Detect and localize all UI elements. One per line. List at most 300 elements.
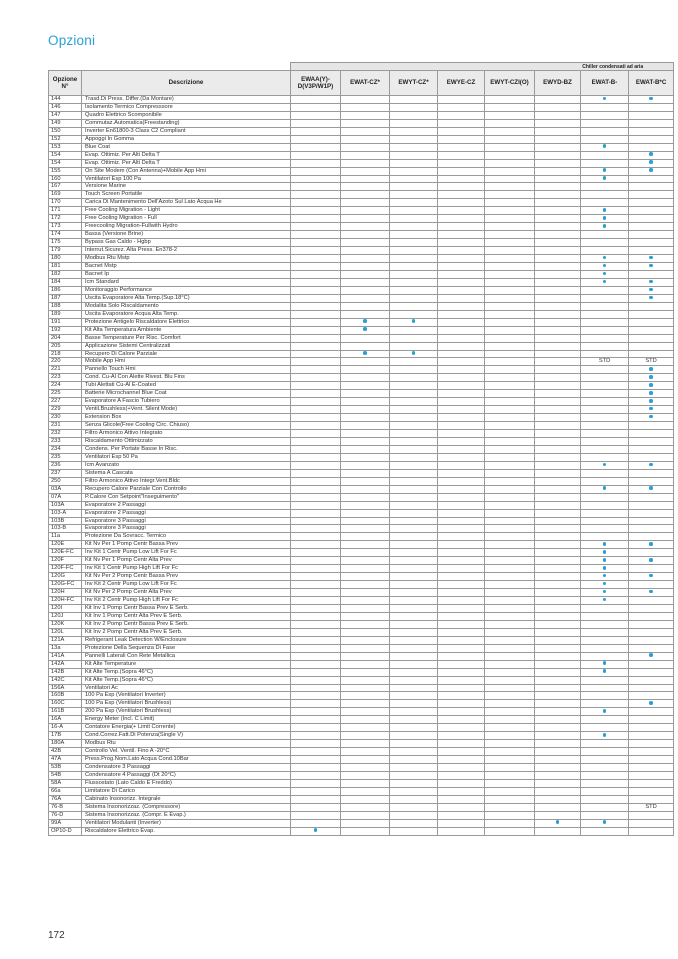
availability-cell	[341, 620, 390, 628]
availability-cell	[341, 135, 390, 143]
availability-cell	[581, 286, 629, 294]
availability-cell	[390, 239, 438, 247]
availability-cell	[485, 310, 535, 318]
table-row	[49, 167, 674, 175]
availability-cell	[438, 135, 485, 143]
availability-cell	[581, 581, 629, 589]
availability-cell	[438, 263, 485, 271]
column-header-model: EWAT-B*C	[629, 71, 674, 96]
availability-cell	[535, 135, 581, 143]
availability-cell	[581, 159, 629, 167]
availability-cell	[535, 756, 581, 764]
available-dot-icon	[603, 566, 607, 570]
availability-cell	[390, 461, 438, 469]
available-dot-icon	[603, 574, 607, 578]
availability-cell	[341, 111, 390, 119]
availability-cell	[438, 103, 485, 111]
availability-cell	[390, 628, 438, 636]
availability-cell	[390, 652, 438, 660]
table-row	[49, 684, 674, 692]
availability-cell	[485, 453, 535, 461]
availability-cell	[485, 597, 535, 605]
availability-cell	[581, 732, 629, 740]
availability-cell	[341, 358, 390, 366]
availability-cell	[629, 111, 674, 119]
option-code: 172	[49, 215, 82, 223]
available-dot-icon	[603, 661, 607, 665]
table-row	[49, 772, 674, 780]
option-description: Pannello Touch Hmi	[82, 366, 291, 374]
availability-cell	[535, 533, 581, 541]
availability-cell	[581, 366, 629, 374]
available-dot-icon	[603, 280, 607, 284]
availability-cell	[535, 724, 581, 732]
availability-cell	[581, 676, 629, 684]
table-row	[49, 398, 674, 406]
availability-cell	[485, 708, 535, 716]
availability-cell	[629, 437, 674, 445]
table-row	[49, 628, 674, 636]
available-dot-icon	[649, 463, 653, 467]
option-description: Cabinato Insonorizz. Integrale	[82, 795, 291, 803]
option-description: Uscita Evaporatore Acqua Alta Temp.	[82, 310, 291, 318]
available-dot-icon	[603, 709, 607, 713]
option-code: 231	[49, 422, 82, 430]
option-code: 232	[49, 430, 82, 438]
availability-cell	[629, 652, 674, 660]
option-code: 17B	[49, 732, 82, 740]
availability-cell	[341, 628, 390, 636]
availability-cell	[485, 652, 535, 660]
availability-cell	[438, 493, 485, 501]
availability-cell	[535, 803, 581, 811]
availability-cell	[291, 477, 341, 485]
option-code: 150	[49, 127, 82, 135]
availability-cell	[341, 398, 390, 406]
column-header-model: EWAA(Y)-D(V3P/W1P)	[291, 71, 341, 96]
option-code: 204	[49, 334, 82, 342]
availability-cell	[581, 764, 629, 772]
availability-cell	[341, 255, 390, 263]
availability-cell	[438, 581, 485, 589]
availability-cell	[291, 700, 341, 708]
availability-cell	[535, 199, 581, 207]
available-dot-icon	[649, 701, 653, 705]
availability-cell	[438, 111, 485, 119]
availability-cell	[485, 270, 535, 278]
availability-cell	[485, 819, 535, 827]
availability-cell	[291, 207, 341, 215]
availability-cell	[629, 700, 674, 708]
available-dot-icon	[556, 820, 560, 824]
availability-cell	[291, 557, 341, 565]
available-dot-icon	[649, 160, 653, 164]
availability-cell	[438, 748, 485, 756]
availability-cell	[581, 469, 629, 477]
table-row	[49, 111, 674, 119]
availability-cell	[438, 159, 485, 167]
availability-cell	[390, 493, 438, 501]
availability-cell	[581, 668, 629, 676]
table-row	[49, 151, 674, 159]
option-description: Condensatore 3 Passaggi	[82, 764, 291, 772]
availability-cell	[581, 740, 629, 748]
availability-cell	[341, 461, 390, 469]
option-code: 160B	[49, 692, 82, 700]
option-description: Isolamento Termico Compresssore	[82, 103, 291, 111]
table-row	[49, 318, 674, 326]
availability-cell	[390, 795, 438, 803]
option-code: 154	[49, 151, 82, 159]
availability-cell	[390, 159, 438, 167]
availability-cell	[438, 597, 485, 605]
table-row	[49, 795, 674, 803]
availability-cell	[629, 772, 674, 780]
availability-cell	[390, 135, 438, 143]
availability-cell	[629, 199, 674, 207]
option-code: 120L	[49, 628, 82, 636]
availability-cell	[629, 803, 674, 811]
availability-cell	[390, 294, 438, 302]
availability-cell	[438, 422, 485, 430]
available-dot-icon	[603, 733, 607, 737]
availability-cell	[629, 151, 674, 159]
availability-cell	[438, 326, 485, 334]
availability-cell	[581, 549, 629, 557]
option-code: 180	[49, 255, 82, 263]
availability-cell	[341, 811, 390, 819]
available-dot-icon	[314, 828, 318, 832]
availability-cell	[438, 239, 485, 247]
availability-cell	[291, 605, 341, 613]
availability-cell	[291, 239, 341, 247]
availability-cell	[438, 207, 485, 215]
available-dot-icon	[603, 669, 607, 673]
option-code: 179	[49, 247, 82, 255]
column-header-description: Descrizione	[82, 71, 291, 96]
option-code: 169	[49, 191, 82, 199]
availability-cell	[291, 143, 341, 151]
option-code: 147	[49, 111, 82, 119]
availability-cell	[341, 318, 390, 326]
table-row	[49, 827, 674, 835]
availability-cell	[341, 382, 390, 390]
available-dot-icon	[649, 280, 653, 284]
availability-cell	[535, 270, 581, 278]
availability-cell	[485, 159, 535, 167]
availability-cell	[341, 183, 390, 191]
availability-cell	[341, 716, 390, 724]
availability-cell	[341, 103, 390, 111]
availability-cell	[390, 597, 438, 605]
availability-cell	[341, 143, 390, 151]
availability-cell	[390, 716, 438, 724]
availability-cell	[535, 318, 581, 326]
table-row	[49, 96, 674, 104]
availability-cell	[291, 803, 341, 811]
availability-cell	[581, 541, 629, 549]
availability-cell	[535, 302, 581, 310]
option-description: Evaporatore 3 Passaggi	[82, 525, 291, 533]
availability-cell	[291, 366, 341, 374]
availability-cell	[629, 565, 674, 573]
availability-cell	[438, 692, 485, 700]
availability-cell	[291, 501, 341, 509]
availability-cell	[581, 557, 629, 565]
table-row	[49, 525, 674, 533]
option-code: 146	[49, 103, 82, 111]
availability-cell	[535, 541, 581, 549]
availability-cell	[438, 501, 485, 509]
availability-cell	[485, 605, 535, 613]
option-code: 230	[49, 414, 82, 422]
availability-cell	[438, 565, 485, 573]
option-description: Carica Di Mantenimento Dell'Azoto Sul Lato Acqua He	[82, 199, 291, 207]
option-description: Freecooling Migration-Fullwith Hydro	[82, 223, 291, 231]
availability-cell	[535, 612, 581, 620]
option-description: Condens. Per Portate Basse In Risc.	[82, 445, 291, 453]
availability-cell	[438, 509, 485, 517]
availability-cell	[629, 255, 674, 263]
availability-cell	[581, 437, 629, 445]
availability-cell	[341, 660, 390, 668]
option-description: Refrigerant Leak Detection W/Enclosure	[82, 636, 291, 644]
option-description: Mobile App Hmi	[82, 358, 291, 366]
availability-cell	[291, 795, 341, 803]
availability-cell	[390, 342, 438, 350]
option-code: 188	[49, 302, 82, 310]
availability-cell	[581, 501, 629, 509]
option-code: 223	[49, 374, 82, 382]
availability-cell	[291, 469, 341, 477]
availability-cell	[581, 565, 629, 573]
availability-cell	[581, 453, 629, 461]
availability-cell	[341, 223, 390, 231]
availability-cell	[291, 525, 341, 533]
availability-cell	[535, 716, 581, 724]
availability-cell	[341, 334, 390, 342]
option-description: 200 Pa Esp (Ventilatori Brushless)	[82, 708, 291, 716]
availability-cell	[581, 294, 629, 302]
availability-cell	[390, 167, 438, 175]
availability-cell	[438, 143, 485, 151]
option-code: 54B	[49, 772, 82, 780]
availability-cell	[485, 278, 535, 286]
table-row	[49, 732, 674, 740]
availability-cell	[341, 779, 390, 787]
option-description: Applicazione Sistemi Centralizzati	[82, 342, 291, 350]
option-code: 153	[49, 143, 82, 151]
availability-cell	[341, 477, 390, 485]
table-row	[49, 660, 674, 668]
availability-cell	[341, 430, 390, 438]
option-description: Evaporatore 3 Passaggi	[82, 517, 291, 525]
option-code: 76-D	[49, 811, 82, 819]
availability-cell	[438, 469, 485, 477]
table-row	[49, 183, 674, 191]
table-row	[49, 787, 674, 795]
availability-cell	[291, 724, 341, 732]
availability-cell	[629, 430, 674, 438]
table-row	[49, 453, 674, 461]
availability-cell	[581, 119, 629, 127]
availability-cell	[291, 827, 341, 835]
availability-cell	[390, 350, 438, 358]
page-number: 172	[48, 930, 65, 941]
availability-cell	[438, 199, 485, 207]
availability-cell	[390, 302, 438, 310]
availability-cell	[629, 724, 674, 732]
option-description: Trasd.Di Press. Differ.(Da Montare)	[82, 96, 291, 104]
availability-cell	[485, 103, 535, 111]
availability-cell	[485, 557, 535, 565]
option-code: 142C	[49, 676, 82, 684]
option-description: Limitatore Di Carico	[82, 787, 291, 795]
availability-cell	[291, 620, 341, 628]
availability-cell	[535, 453, 581, 461]
availability-cell	[485, 111, 535, 119]
availability-cell	[291, 597, 341, 605]
page-title: Opzioni	[48, 33, 96, 48]
availability-cell	[485, 772, 535, 780]
availability-cell	[291, 445, 341, 453]
group-header-spacer	[49, 63, 291, 71]
availability-cell	[629, 620, 674, 628]
option-code: 13a	[49, 644, 82, 652]
table-row	[49, 557, 674, 565]
availability-cell	[581, 605, 629, 613]
availability-cell	[629, 215, 674, 223]
availability-cell	[485, 437, 535, 445]
option-code: 47A	[49, 756, 82, 764]
availability-cell	[535, 565, 581, 573]
availability-cell	[629, 159, 674, 167]
availability-cell	[291, 541, 341, 549]
option-code: 161B	[49, 708, 82, 716]
availability-cell	[390, 819, 438, 827]
available-dot-icon	[603, 224, 607, 228]
availability-cell	[390, 334, 438, 342]
availability-cell	[581, 684, 629, 692]
availability-cell	[291, 684, 341, 692]
availability-cell	[535, 636, 581, 644]
availability-cell	[390, 231, 438, 239]
availability-cell	[341, 692, 390, 700]
availability-cell	[390, 247, 438, 255]
availability-cell	[341, 557, 390, 565]
available-dot-icon	[649, 152, 653, 156]
option-code: 236	[49, 461, 82, 469]
option-description: Cond.Correz.Fatt.Di Potenza(Single V)	[82, 732, 291, 740]
availability-cell	[581, 692, 629, 700]
option-code: 142B	[49, 668, 82, 676]
table-row	[49, 668, 674, 676]
option-code: 120I	[49, 605, 82, 613]
availability-cell	[535, 827, 581, 835]
availability-cell	[438, 310, 485, 318]
table-row	[49, 207, 674, 215]
option-code: 120F	[49, 557, 82, 565]
available-dot-icon	[649, 375, 653, 379]
availability-cell	[581, 103, 629, 111]
table-row	[49, 342, 674, 350]
option-description: P.Calore Con Setpoint"Inseguimento"	[82, 493, 291, 501]
table-row	[49, 239, 674, 247]
availability-cell	[535, 764, 581, 772]
availability-cell	[535, 517, 581, 525]
column-header-model: EWYT-CZ*	[390, 71, 438, 96]
option-description: Flussostato (Lato Caldo E Freddo)	[82, 779, 291, 787]
availability-cell	[485, 493, 535, 501]
availability-cell	[341, 827, 390, 835]
availability-cell	[341, 294, 390, 302]
availability-cell	[629, 589, 674, 597]
option-description: Bacnet Ip	[82, 270, 291, 278]
availability-cell	[341, 270, 390, 278]
option-description: Evap. Ottimiz. Per Alti Delta T	[82, 159, 291, 167]
table-row	[49, 764, 674, 772]
option-description: Icm Standard	[82, 278, 291, 286]
availability-cell	[581, 636, 629, 644]
availability-cell	[390, 565, 438, 573]
available-dot-icon	[649, 168, 653, 172]
availability-cell	[629, 286, 674, 294]
table-row	[49, 724, 674, 732]
availability-cell	[535, 151, 581, 159]
availability-cell	[629, 183, 674, 191]
availability-cell	[485, 406, 535, 414]
availability-cell	[535, 127, 581, 135]
availability-cell	[291, 326, 341, 334]
option-code: 155	[49, 167, 82, 175]
availability-cell	[629, 366, 674, 374]
option-description: Kit Inv 1 Pomp Centr Bassa Prev E Serb.	[82, 605, 291, 613]
availability-cell	[291, 732, 341, 740]
availability-cell	[438, 787, 485, 795]
option-code: 121A	[49, 636, 82, 644]
availability-cell	[438, 573, 485, 581]
availability-cell	[629, 708, 674, 716]
availability-cell	[535, 294, 581, 302]
availability-cell	[485, 302, 535, 310]
availability-cell	[581, 724, 629, 732]
table-row	[49, 223, 674, 231]
availability-cell	[291, 151, 341, 159]
option-description: Interrut.Sicurez. Alta Press. En378-2	[82, 247, 291, 255]
availability-cell	[535, 430, 581, 438]
availability-cell	[629, 96, 674, 104]
option-description: Free Cooling Migration - Light	[82, 207, 291, 215]
availability-cell	[581, 787, 629, 795]
option-description: Filtro Armonico Attivo Integr.Vent.Bldc	[82, 477, 291, 485]
availability-cell	[438, 764, 485, 772]
option-code: 42B	[49, 748, 82, 756]
availability-cell	[535, 477, 581, 485]
table-row	[49, 294, 674, 302]
availability-cell	[629, 326, 674, 334]
table-row	[49, 461, 674, 469]
availability-cell	[438, 175, 485, 183]
table-row	[49, 414, 674, 422]
availability-cell	[291, 708, 341, 716]
availability-cell	[485, 525, 535, 533]
available-dot-icon	[363, 351, 367, 355]
availability-cell	[581, 167, 629, 175]
availability-cell	[390, 286, 438, 294]
availability-cell	[581, 247, 629, 255]
availability-cell	[629, 461, 674, 469]
table-row	[49, 119, 674, 127]
